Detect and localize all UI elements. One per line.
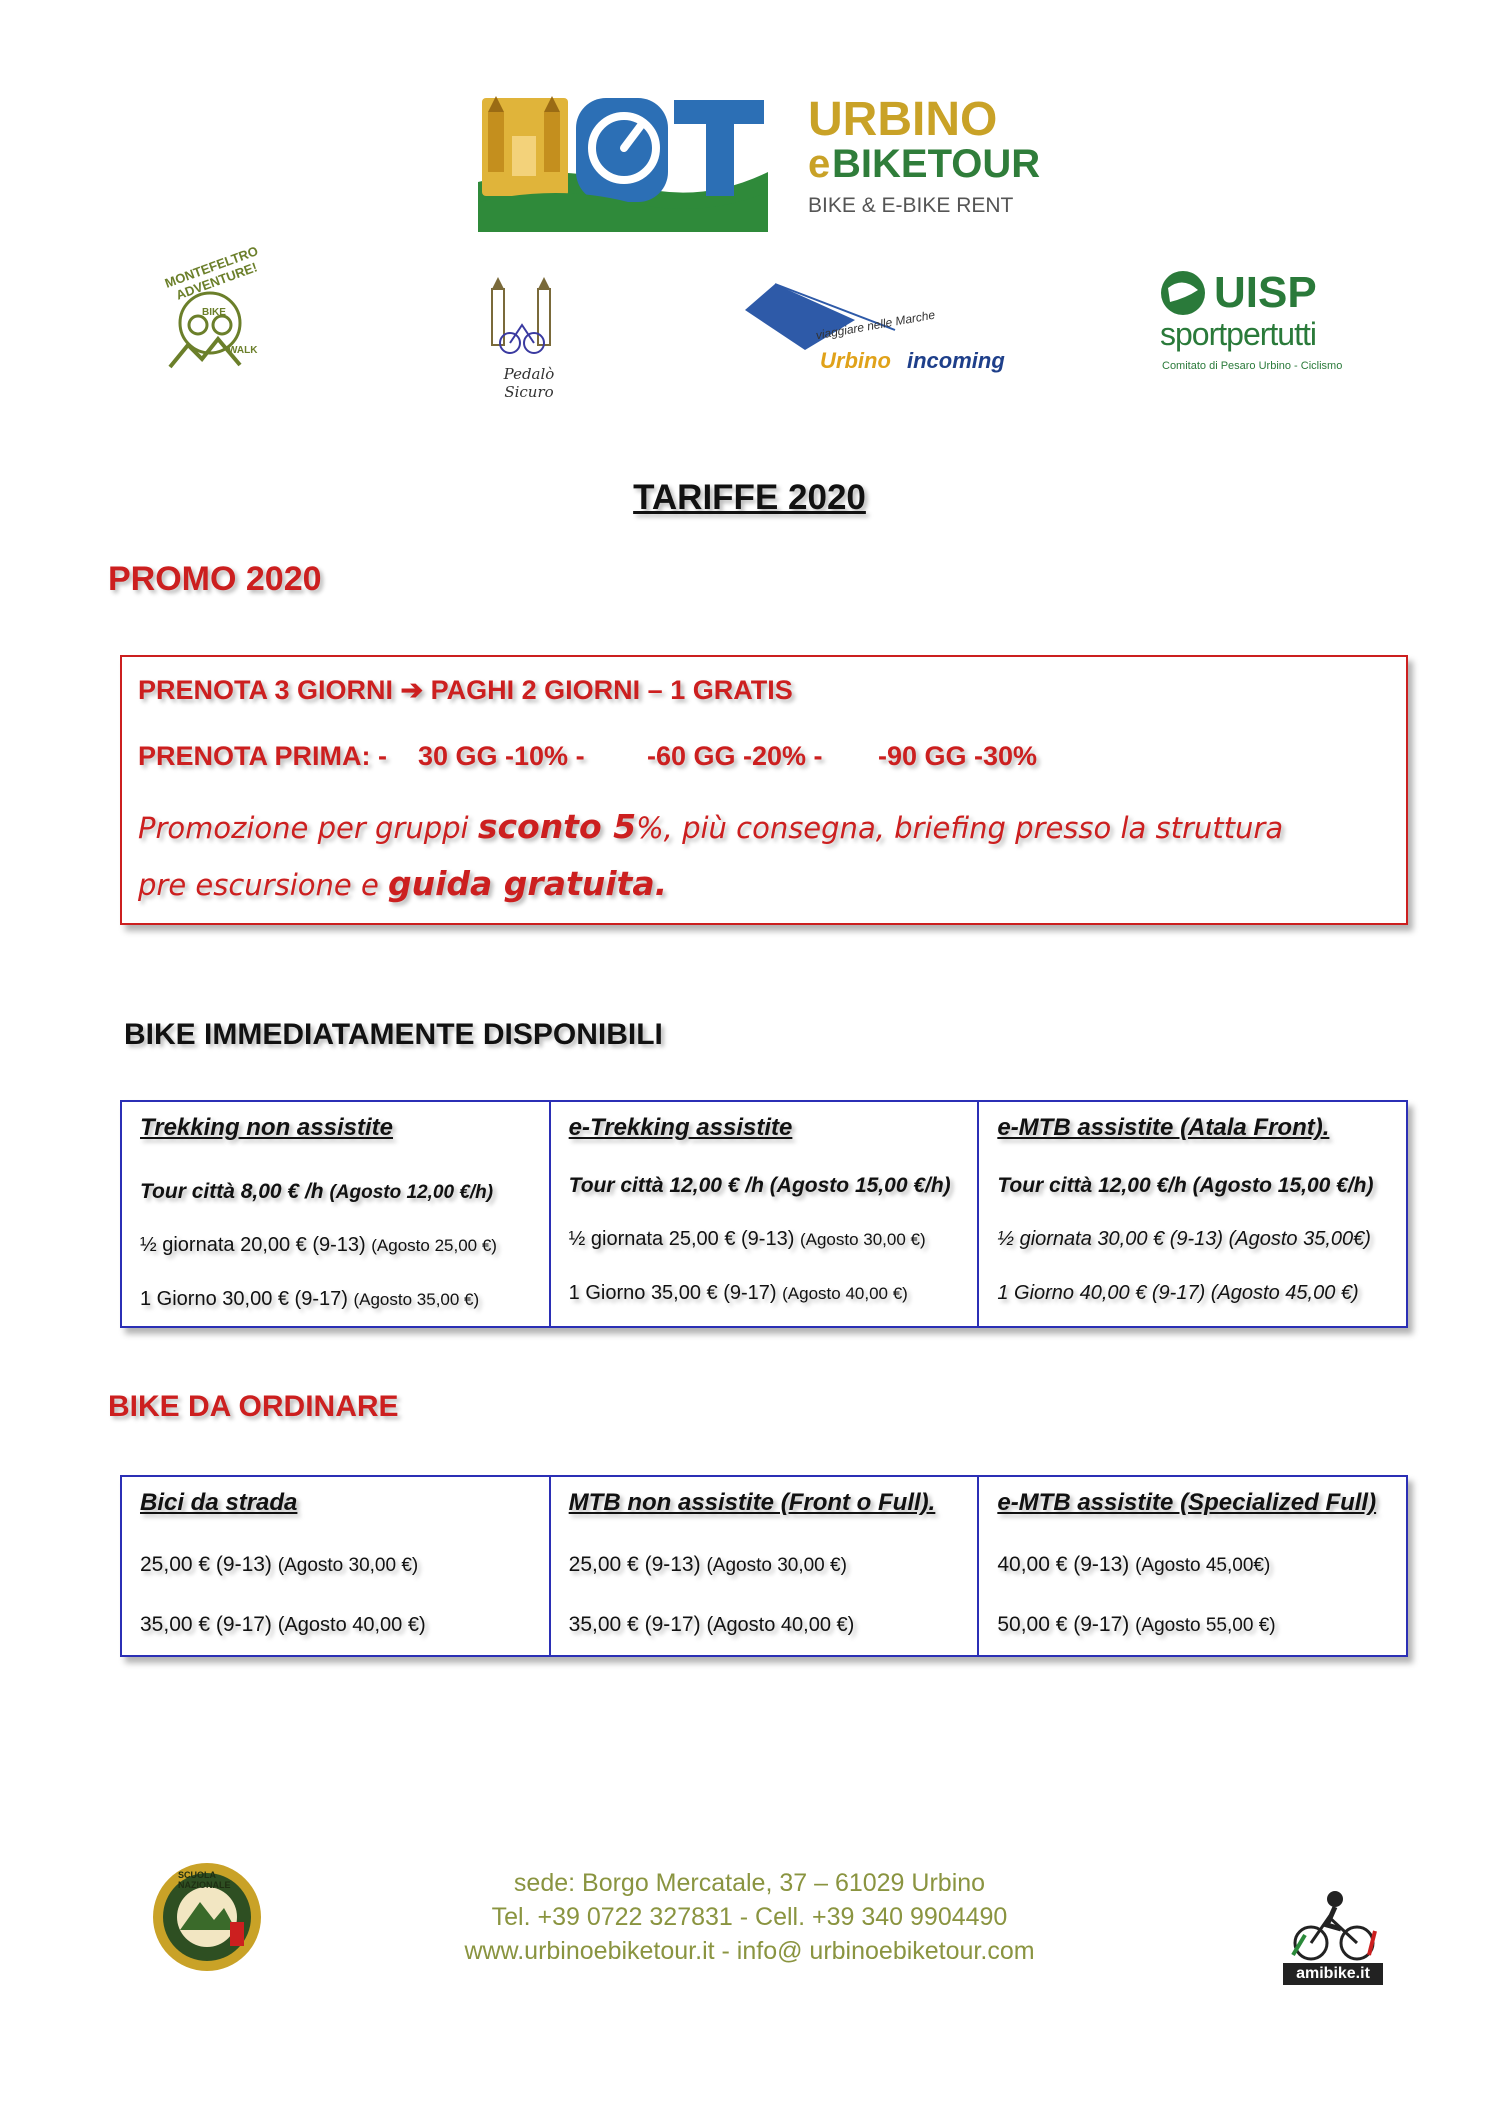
promo-discount: sconto 5 [477, 807, 637, 846]
price-row: 1 Giorno 35,00 € (9-17) (Agosto 40,00 €) [568, 1282, 908, 1304]
promo-title: PROMO 2020 [108, 560, 322, 598]
pedalo-text: Pedalò Sicuro [503, 365, 555, 401]
incoming-tagline: viaggiare nelle Marche [814, 307, 937, 343]
logo-word-e: e [808, 142, 831, 186]
urbino-incoming-logo [735, 280, 1035, 380]
price-row: Tour città 12,00 €/h (Agosto 15,00 €/h) [997, 1174, 1374, 1197]
available-col-emtb [979, 1102, 1406, 1326]
footer-web: www.urbinoebiketour.it - info@ urbinoebiketour.com [464, 1937, 1035, 1965]
cell-title: Trekking non assistite [140, 1114, 393, 1141]
price-row: 50,00 € (9-17) (Agosto 55,00 €) [997, 1613, 1276, 1636]
available-col-trekking [122, 1102, 551, 1326]
cell-title: Bici da strada [140, 1489, 298, 1516]
order-col-mtb [551, 1477, 980, 1655]
ubt-logo-mark [478, 92, 768, 232]
footer-phones: Tel. +39 0722 327831 - Cell. +39 340 9904490 [491, 1903, 1008, 1931]
price-row: 25,00 € (9-13) (Agosto 30,00 €) [568, 1553, 847, 1576]
incoming-name-urbino: Urbino [820, 348, 891, 373]
price-row: ½ giornata 20,00 € (9-13) (Agosto 25,00 €) [140, 1234, 497, 1256]
cell-title: e-Trekking assistite [568, 1114, 793, 1141]
incoming-name-incoming: incoming [907, 348, 1005, 373]
cell-title: MTB non assistite (Front o Full). [568, 1489, 936, 1516]
uisp-logo [1158, 268, 1358, 378]
promo-early-label: PRENOTA PRIMA: - [138, 741, 387, 771]
cell-title: e-MTB assistite (Specialized Full) [997, 1489, 1377, 1516]
price-row: Tour città 12,00 € /h (Agosto 15,00 €/h) [568, 1174, 951, 1197]
uisp-subtitle: Comitato di Pesaro Urbino - Ciclismo [1162, 360, 1343, 372]
order-col-road [122, 1477, 551, 1655]
promo-group-description: Promozione per gruppi sconto 5%, più consegna, briefing presso la struttura pre escursione e guida gratuita. [138, 807, 1284, 903]
montefeltro-bike-text: BIKE [202, 307, 226, 318]
promo-early-90: -90 GG -30% [878, 741, 1038, 771]
promo-early-30: 30 GG -10% - [418, 741, 585, 771]
promo-early-60: -60 GG -20% - [647, 741, 823, 771]
available-bikes-table [120, 1100, 1408, 1328]
uisp-slogan: sportpertutti [1160, 316, 1316, 352]
pedalo-sicuro-logo [470, 275, 580, 401]
price-row: 40,00 € (9-13) (Agosto 45,00€) [997, 1553, 1271, 1576]
badge-text: SCUOLA NAZIONALE [178, 1870, 231, 1890]
price-row: 1 Giorno 40,00 € (9-17) (Agosto 45,00 €) [997, 1282, 1359, 1304]
price-row: ½ giornata 30,00 € (9-13) (Agosto 35,00€) [997, 1228, 1371, 1250]
page-title: TARIFFE 2020 [633, 478, 866, 517]
available-col-etrekking [551, 1102, 980, 1326]
footer-address: sede: Borgo Mercatale, 37 – 61029 Urbino [513, 1869, 986, 1897]
logo-word-urbino: URBINO [808, 93, 998, 146]
footer-contacts [0, 1866, 1499, 1968]
logo-subtitle: BIKE & E-BIKE RENT [808, 194, 1014, 217]
montefeltro-walk-text: WALK [228, 345, 258, 356]
urbino-ebiketour-logo [478, 92, 1041, 232]
price-row: 35,00 € (9-17) (Agosto 40,00 €) [568, 1613, 855, 1636]
promo-box [120, 655, 1408, 925]
price-row: 35,00 € (9-17) (Agosto 40,00 €) [140, 1613, 426, 1636]
montefeltro-adventure-logo [140, 243, 280, 385]
logo-word-biketour: BIKETOUR [832, 142, 1041, 186]
cell-title: e-MTB assistite (Atala Front). [997, 1114, 1330, 1141]
section-title-order: BIKE DA ORDINARE [108, 1390, 399, 1423]
price-row: 1 Giorno 30,00 € (9-17) (Agosto 35,00 €) [140, 1288, 480, 1310]
promo-line-3days: PRENOTA 3 GIORNI ➔ PAGHI 2 GIORNI – 1 GRATIS [138, 675, 793, 705]
price-row: ½ giornata 25,00 € (9-13) (Agosto 30,00 €) [568, 1228, 926, 1250]
price-row: 25,00 € (9-13) (Agosto 30,00 €) [140, 1553, 419, 1576]
order-bikes-table [120, 1475, 1408, 1657]
amibike-logo [1283, 1885, 1383, 1990]
uisp-globe-icon [1158, 268, 1208, 318]
amibike-label: amibike.it [1283, 1963, 1383, 1985]
price-row: Tour città 8,00 € /h (Agosto 12,00 €/h) [140, 1180, 494, 1203]
promo-free-guide: guida gratuita. [388, 864, 668, 903]
order-col-emtb [979, 1477, 1406, 1655]
section-title-available: BIKE IMMEDIATAMENTE DISPONIBILI [124, 1018, 663, 1051]
montefeltro-text: MONTEFELTRO ADVENTURE! [162, 243, 261, 303]
uisp-name: UISP [1214, 268, 1317, 317]
